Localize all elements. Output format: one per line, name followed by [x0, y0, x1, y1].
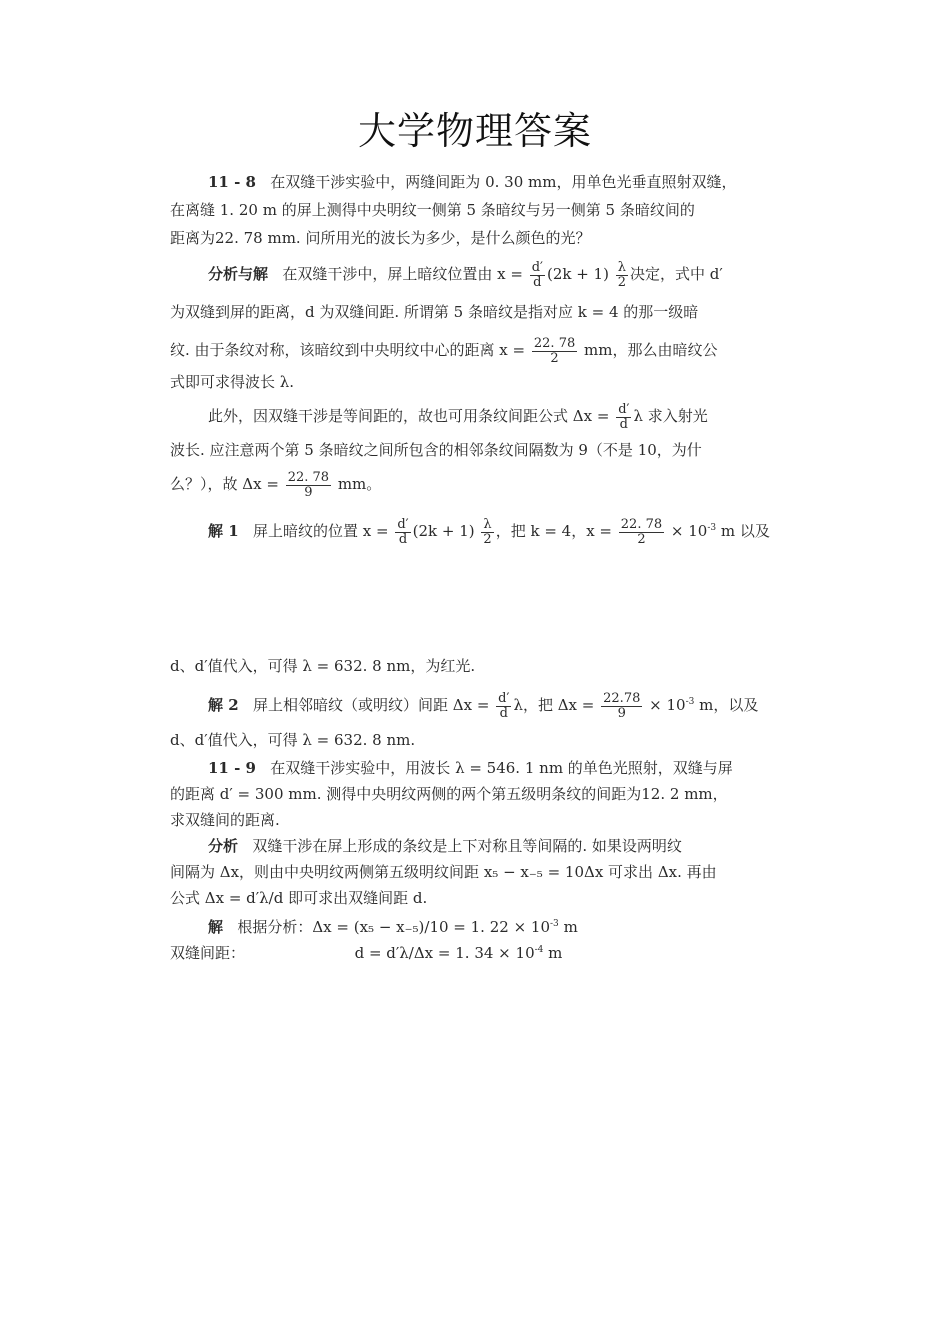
- solution-2-line1: 解 2 屏上相邻暗纹（或明纹）间距 Δx = $\frac{d'}{d}$ λ，把 Δx = $\frac{22.78}{9}$ × $10^{-3}$ m，以及: [208, 690, 759, 721]
- analysis-line1: [208, 260, 723, 290]
- analysis-2-line2: 间隔为 Δx，则由中央明纹两侧第五级明纹间距 x₅ − x₋₅ = 10Δx 可求出 Δx. 再由: [170, 863, 717, 881]
- solution-2-label: 解 2: [208, 696, 239, 714]
- fraction-22.78-over-9: $\frac{22.78}{9}$: [603, 690, 641, 721]
- fraction-lambda-over-2: $\frac{\lambda}{2}$: [617, 259, 627, 290]
- analysis-2-label: 分析: [208, 837, 239, 855]
- solution-1-line1: 解 1 屏上暗纹的位置 x = $\frac{d'}{d}$ (2k + 1) $\frac{\lambda}{2}$ ，把 k = 4，x = $\frac{22. 78}{2}$ × $10^{-3}$ m 以及: [208, 516, 770, 547]
- fraction-22.78-over-2: $\frac{22. 78}{2}$: [620, 516, 663, 547]
- scanned-solution-page: [170, 168, 770, 968]
- fraction-dprime-over-d: $\frac{d'}{d}$: [618, 401, 630, 432]
- fraction-dprime-over-d: $\frac{d'}{d}$: [531, 259, 543, 290]
- analysis-2-line3: 公式 Δx = d′λ/d 即可求出双缝间距 d.: [170, 889, 428, 907]
- solution-1-line2: d、d′值代入，可得 λ = 632. 8 nm，为红光.: [170, 657, 476, 675]
- analysis-text: 决定，式中 d′: [630, 265, 723, 283]
- analysis-line2: 为双缝到屏的距离，d 为双缝间距. 所谓第 5 条暗纹是指对应 k = 4 的那一级暗: [170, 303, 699, 321]
- fraction-lambda-over-2: $\frac{\lambda}{2}$: [483, 516, 492, 547]
- analysis-2-line1: 分析 双缝干涉在屏上形成的条纹是上下对称且等间隔的. 如果设两明纹: [208, 837, 682, 855]
- fraction-dprime-over-d: $\frac{d'}{d}$: [498, 690, 510, 721]
- solution-11-9-line: 解 根据分析：Δx = (x₅ − x₋₅)/10 = 1. $22 \times 10^{-3}$ m: [208, 918, 578, 936]
- problem-number: 11 - 8: [208, 173, 256, 191]
- analysis-line6: 波长. 应注意两个第 5 条暗纹之间所包含的相邻条纹间隔数为 9（不是 10，为什: [170, 441, 702, 459]
- analysis-line5: 此外，因双缝干涉是等间距的，故也可用条纹间距公式 Δx = $\frac{d'}{d}$ λ 求入射光: [208, 401, 708, 432]
- fraction-dprime-over-d: $\frac{d'}{d}$: [397, 516, 409, 547]
- fraction-22.78-over-2: $\frac{22. 78}{2}$: [533, 335, 576, 366]
- problem-11-9-line1: 11 - 9 在双缝干涉实验中，用波长 λ = 546. 1 nm 的单色光照射，双缝与屏: [208, 759, 733, 777]
- solution-1-label: 解 1: [208, 522, 239, 540]
- document-title: 大学物理答案: [357, 109, 592, 153]
- analysis-line3: 纹. 由于条纹对称，该暗纹到中央明纹中心的距离 x = $\frac{22. 78}{2}$ mm，那么由暗纹公: [170, 335, 718, 366]
- problem-11-8-line1: [208, 168, 736, 196]
- analysis-text: 在双缝干涉中，屏上暗纹位置由 x =: [282, 265, 523, 283]
- problem-11-8-line3: 距离为22. 78 mm. 问所用光的波长为多少，是什么颜色的光？: [170, 229, 591, 247]
- solution-2-line2: d、d′值代入，可得 λ = 632. 8 nm.: [170, 731, 416, 749]
- problem-text: 在双缝干涉实验中，两缝间距为 0. 30 mm，用单色光垂直照射双缝，: [270, 173, 737, 191]
- result-line: 双缝间距： d = d′λ/Δx = 1. $34 \times 10^{-4}$ m: [170, 944, 563, 962]
- analysis-label: 分析与解: [208, 265, 269, 283]
- fraction-22.78-over-9: $\frac{22. 78}{9}$: [287, 469, 330, 500]
- solution-label: 解: [208, 918, 224, 936]
- analysis-line4: 式即可求得波长 λ.: [170, 373, 295, 391]
- result-label: 双缝间距：: [170, 944, 246, 962]
- problem-number: 11 - 9: [208, 759, 256, 777]
- problem-11-9-line3: 求双缝间的距离.: [170, 811, 280, 829]
- analysis-line7: 么？），故 Δx = $\frac{22. 78}{9}$ mm。: [170, 469, 382, 500]
- problem-11-9-line2: 的距离 d′ = 300 mm. 测得中央明纹两侧的两个第五级明条纹的间距为12. 2 mm，: [170, 785, 728, 803]
- problem-11-8-line2: 在离缝 1. 20 m 的屏上测得中央明纹一侧第 5 条暗纹与另一侧第 5 条暗纹间的: [170, 201, 695, 219]
- analysis-text: (2k + 1): [546, 265, 609, 283]
